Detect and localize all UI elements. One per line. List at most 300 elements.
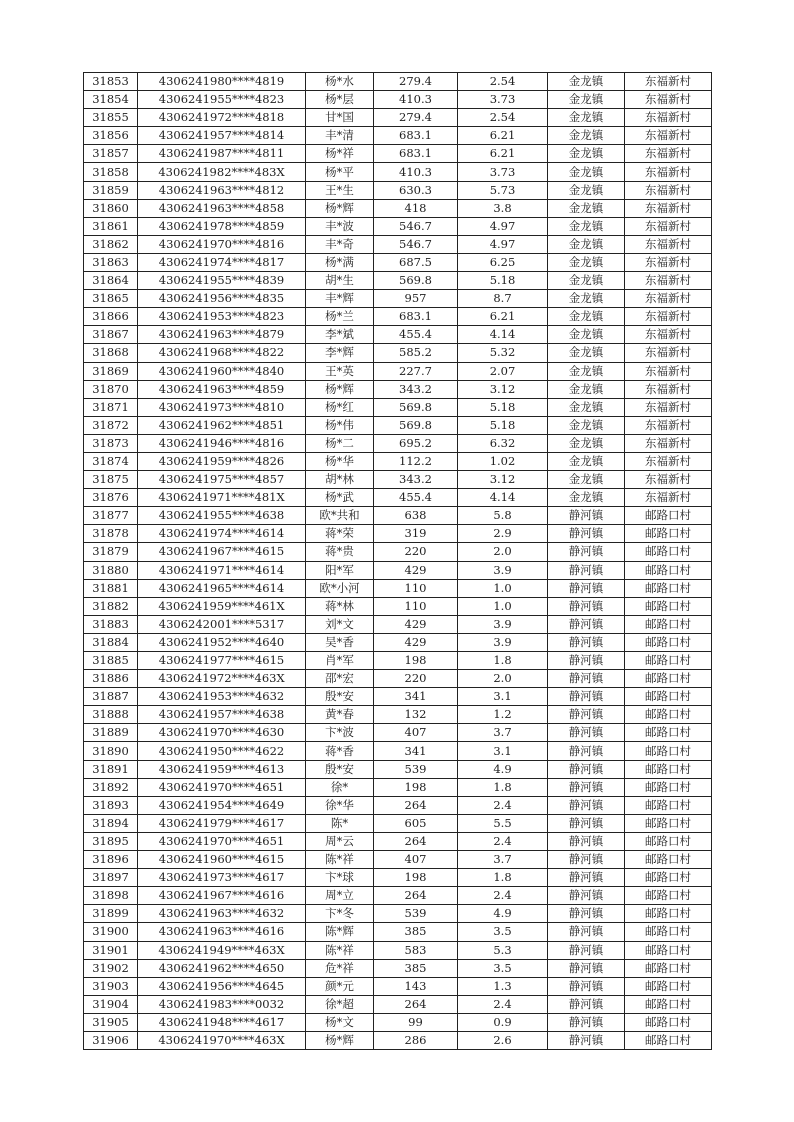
- table-row: [84, 706, 712, 724]
- id-number-cell: 4306241977****4615: [138, 652, 306, 670]
- row-number-cell: 31904: [84, 995, 138, 1013]
- village-cell: 邮路口村: [625, 869, 712, 887]
- row-number-cell: 31889: [84, 724, 138, 742]
- village-cell: 东福新村: [625, 362, 712, 380]
- row-number-cell: 31860: [84, 199, 138, 217]
- row-number-cell: 31858: [84, 163, 138, 181]
- amount-cell: 198: [374, 652, 458, 670]
- id-number-cell: 4306241963****4859: [138, 380, 306, 398]
- area-cell: 3.5: [458, 959, 548, 977]
- name-cell: 徐*: [306, 778, 374, 796]
- amount-cell: 605: [374, 814, 458, 832]
- id-number-cell: 4306242001****5317: [138, 615, 306, 633]
- amount-cell: 539: [374, 760, 458, 778]
- town-cell: 静河镇: [548, 525, 625, 543]
- village-cell: 东福新村: [625, 290, 712, 308]
- town-cell: 静河镇: [548, 670, 625, 688]
- area-cell: 5.18: [458, 416, 548, 434]
- table-row: [84, 73, 712, 91]
- table-row: [84, 760, 712, 778]
- town-cell: 金龙镇: [548, 235, 625, 253]
- row-number-cell: 31899: [84, 905, 138, 923]
- id-number-cell: 4306241955****4823: [138, 91, 306, 109]
- id-number-cell: 4306241982****483X: [138, 163, 306, 181]
- amount-cell: 110: [374, 579, 458, 597]
- town-cell: 金龙镇: [548, 344, 625, 362]
- table-row: [84, 290, 712, 308]
- amount-cell: 569.8: [374, 398, 458, 416]
- village-cell: 东福新村: [625, 434, 712, 452]
- village-cell: 邮路口村: [625, 760, 712, 778]
- table-row: [84, 91, 712, 109]
- amount-cell: 279.4: [374, 109, 458, 127]
- amount-cell: 683.1: [374, 145, 458, 163]
- id-number-cell: 4306241965****4614: [138, 579, 306, 597]
- table-row: [84, 109, 712, 127]
- id-number-cell: 4306241963****4879: [138, 326, 306, 344]
- id-number-cell: 4306241949****463X: [138, 941, 306, 959]
- table-row: [84, 814, 712, 832]
- id-number-cell: 4306241987****4811: [138, 145, 306, 163]
- village-cell: 邮路口村: [625, 851, 712, 869]
- area-cell: 6.25: [458, 253, 548, 271]
- amount-cell: 112.2: [374, 452, 458, 470]
- town-cell: 静河镇: [548, 869, 625, 887]
- amount-cell: 343.2: [374, 471, 458, 489]
- name-cell: 危*祥: [306, 959, 374, 977]
- village-cell: 邮路口村: [625, 724, 712, 742]
- amount-cell: 695.2: [374, 434, 458, 452]
- table-row: [84, 615, 712, 633]
- row-number-cell: 31864: [84, 272, 138, 290]
- name-cell: 杨*平: [306, 163, 374, 181]
- amount-cell: 264: [374, 832, 458, 850]
- area-cell: 4.9: [458, 760, 548, 778]
- village-cell: 东福新村: [625, 272, 712, 290]
- village-cell: 邮路口村: [625, 688, 712, 706]
- name-cell: 杨*华: [306, 452, 374, 470]
- id-number-cell: 4306241983****0032: [138, 995, 306, 1013]
- table-row: [84, 398, 712, 416]
- town-cell: 静河镇: [548, 905, 625, 923]
- area-cell: 4.14: [458, 489, 548, 507]
- amount-cell: 385: [374, 959, 458, 977]
- id-number-cell: 4306241970****463X: [138, 1031, 306, 1049]
- id-number-cell: 4306241978****4859: [138, 217, 306, 235]
- town-cell: 静河镇: [548, 941, 625, 959]
- name-cell: 杨*二: [306, 434, 374, 452]
- amount-cell: 429: [374, 633, 458, 651]
- area-cell: 2.4: [458, 887, 548, 905]
- area-cell: 3.1: [458, 742, 548, 760]
- village-cell: 东福新村: [625, 73, 712, 91]
- name-cell: 杨*层: [306, 91, 374, 109]
- amount-cell: 143: [374, 977, 458, 995]
- area-cell: 3.1: [458, 688, 548, 706]
- id-number-cell: 4306241952****4640: [138, 633, 306, 651]
- area-cell: 5.18: [458, 398, 548, 416]
- table-row: [84, 471, 712, 489]
- table-row: [84, 434, 712, 452]
- name-cell: 周*立: [306, 887, 374, 905]
- table-row: [84, 543, 712, 561]
- row-number-cell: 31877: [84, 507, 138, 525]
- id-number-cell: 4306241960****4840: [138, 362, 306, 380]
- name-cell: 杨*满: [306, 253, 374, 271]
- amount-cell: 418: [374, 199, 458, 217]
- area-cell: 2.0: [458, 670, 548, 688]
- name-cell: 胡*生: [306, 272, 374, 290]
- area-cell: 5.5: [458, 814, 548, 832]
- table-row: [84, 778, 712, 796]
- id-number-cell: 4306241960****4615: [138, 851, 306, 869]
- town-cell: 静河镇: [548, 796, 625, 814]
- row-number-cell: 31857: [84, 145, 138, 163]
- row-number-cell: 31856: [84, 127, 138, 145]
- area-cell: 5.73: [458, 181, 548, 199]
- village-cell: 邮路口村: [625, 814, 712, 832]
- village-cell: 东福新村: [625, 380, 712, 398]
- id-number-cell: 4306241973****4617: [138, 869, 306, 887]
- table-row: [84, 579, 712, 597]
- village-cell: 邮路口村: [625, 579, 712, 597]
- row-number-cell: 31872: [84, 416, 138, 434]
- table-row: [84, 380, 712, 398]
- row-number-cell: 31902: [84, 959, 138, 977]
- row-number-cell: 31869: [84, 362, 138, 380]
- table-row: [84, 941, 712, 959]
- row-number-cell: 31884: [84, 633, 138, 651]
- amount-cell: 341: [374, 688, 458, 706]
- village-cell: 邮路口村: [625, 1013, 712, 1031]
- table-row: [84, 507, 712, 525]
- name-cell: 刘*文: [306, 615, 374, 633]
- id-number-cell: 4306241970****4816: [138, 235, 306, 253]
- area-cell: 1.0: [458, 579, 548, 597]
- village-cell: 邮路口村: [625, 887, 712, 905]
- area-cell: 5.18: [458, 272, 548, 290]
- amount-cell: 583: [374, 941, 458, 959]
- village-cell: 邮路口村: [625, 543, 712, 561]
- village-cell: 东福新村: [625, 91, 712, 109]
- area-cell: 0.9: [458, 1013, 548, 1031]
- amount-cell: 429: [374, 561, 458, 579]
- village-cell: 东福新村: [625, 489, 712, 507]
- id-number-cell: 4306241953****4632: [138, 688, 306, 706]
- village-cell: 邮路口村: [625, 796, 712, 814]
- row-number-cell: 31901: [84, 941, 138, 959]
- row-number-cell: 31898: [84, 887, 138, 905]
- id-number-cell: 4306241955****4638: [138, 507, 306, 525]
- town-cell: 金龙镇: [548, 398, 625, 416]
- table-row: [84, 742, 712, 760]
- town-cell: 金龙镇: [548, 290, 625, 308]
- id-number-cell: 4306241980****4819: [138, 73, 306, 91]
- name-cell: 卞*球: [306, 869, 374, 887]
- town-cell: 金龙镇: [548, 416, 625, 434]
- name-cell: 杨*水: [306, 73, 374, 91]
- village-cell: 东福新村: [625, 109, 712, 127]
- row-number-cell: 31855: [84, 109, 138, 127]
- row-number-cell: 31873: [84, 434, 138, 452]
- name-cell: 杨*辉: [306, 1031, 374, 1049]
- id-number-cell: 4306241975****4857: [138, 471, 306, 489]
- area-cell: 3.8: [458, 199, 548, 217]
- amount-cell: 429: [374, 615, 458, 633]
- village-cell: 邮路口村: [625, 561, 712, 579]
- table-row: [84, 561, 712, 579]
- village-cell: 邮路口村: [625, 941, 712, 959]
- row-number-cell: 31892: [84, 778, 138, 796]
- name-cell: 杨*武: [306, 489, 374, 507]
- name-cell: 周*云: [306, 832, 374, 850]
- row-number-cell: 31897: [84, 869, 138, 887]
- table-row: [84, 597, 712, 615]
- row-number-cell: 31882: [84, 597, 138, 615]
- town-cell: 静河镇: [548, 959, 625, 977]
- id-number-cell: 4306241957****4638: [138, 706, 306, 724]
- village-cell: 东福新村: [625, 181, 712, 199]
- name-cell: 阳*军: [306, 561, 374, 579]
- village-cell: 东福新村: [625, 452, 712, 470]
- amount-cell: 286: [374, 1031, 458, 1049]
- name-cell: 李*斌: [306, 326, 374, 344]
- amount-cell: 546.7: [374, 217, 458, 235]
- id-number-cell: 4306241946****4816: [138, 434, 306, 452]
- id-number-cell: 4306241974****4614: [138, 525, 306, 543]
- amount-cell: 99: [374, 1013, 458, 1031]
- area-cell: 4.97: [458, 235, 548, 253]
- town-cell: 静河镇: [548, 977, 625, 995]
- area-cell: 5.32: [458, 344, 548, 362]
- village-cell: 东福新村: [625, 344, 712, 362]
- name-cell: 王*生: [306, 181, 374, 199]
- village-cell: 东福新村: [625, 253, 712, 271]
- id-number-cell: 4306241963****4812: [138, 181, 306, 199]
- table-row: [84, 995, 712, 1013]
- area-cell: 3.9: [458, 561, 548, 579]
- row-number-cell: 31866: [84, 308, 138, 326]
- amount-cell: 687.5: [374, 253, 458, 271]
- town-cell: 静河镇: [548, 778, 625, 796]
- town-cell: 静河镇: [548, 742, 625, 760]
- amount-cell: 220: [374, 543, 458, 561]
- area-cell: 2.4: [458, 796, 548, 814]
- area-cell: 3.9: [458, 633, 548, 651]
- table-row: [84, 127, 712, 145]
- town-cell: 静河镇: [548, 597, 625, 615]
- town-cell: 静河镇: [548, 995, 625, 1013]
- town-cell: 静河镇: [548, 633, 625, 651]
- village-cell: 东福新村: [625, 199, 712, 217]
- id-number-cell: 4306241970****4630: [138, 724, 306, 742]
- amount-cell: 455.4: [374, 326, 458, 344]
- row-number-cell: 31900: [84, 923, 138, 941]
- town-cell: 金龙镇: [548, 217, 625, 235]
- town-cell: 金龙镇: [548, 91, 625, 109]
- area-cell: 1.8: [458, 778, 548, 796]
- village-cell: 东福新村: [625, 217, 712, 235]
- name-cell: 殷*安: [306, 688, 374, 706]
- name-cell: 邵*宏: [306, 670, 374, 688]
- table-row: [84, 308, 712, 326]
- town-cell: 金龙镇: [548, 163, 625, 181]
- town-cell: 金龙镇: [548, 434, 625, 452]
- area-cell: 4.9: [458, 905, 548, 923]
- table-row: [84, 887, 712, 905]
- table-row: [84, 1013, 712, 1031]
- row-number-cell: 31885: [84, 652, 138, 670]
- town-cell: 静河镇: [548, 561, 625, 579]
- id-number-cell: 4306241959****461X: [138, 597, 306, 615]
- table-row: [84, 832, 712, 850]
- name-cell: 杨*伟: [306, 416, 374, 434]
- area-cell: 1.3: [458, 977, 548, 995]
- town-cell: 静河镇: [548, 579, 625, 597]
- village-cell: 邮路口村: [625, 615, 712, 633]
- id-number-cell: 4306241967****4615: [138, 543, 306, 561]
- table-row: [84, 959, 712, 977]
- area-cell: 2.6: [458, 1031, 548, 1049]
- row-number-cell: 31880: [84, 561, 138, 579]
- row-number-cell: 31891: [84, 760, 138, 778]
- amount-cell: 198: [374, 778, 458, 796]
- area-cell: 2.54: [458, 109, 548, 127]
- amount-cell: 410.3: [374, 163, 458, 181]
- id-number-cell: 4306241953****4823: [138, 308, 306, 326]
- area-cell: 6.32: [458, 434, 548, 452]
- table-row: [84, 272, 712, 290]
- data-table: [83, 72, 712, 1050]
- amount-cell: 264: [374, 887, 458, 905]
- village-cell: 邮路口村: [625, 633, 712, 651]
- town-cell: 静河镇: [548, 887, 625, 905]
- id-number-cell: 4306241971****481X: [138, 489, 306, 507]
- name-cell: 吴*香: [306, 633, 374, 651]
- id-number-cell: 4306241948****4617: [138, 1013, 306, 1031]
- table-row: [84, 344, 712, 362]
- name-cell: 甘*国: [306, 109, 374, 127]
- town-cell: 金龙镇: [548, 73, 625, 91]
- name-cell: 杨*文: [306, 1013, 374, 1031]
- name-cell: 陈*: [306, 814, 374, 832]
- amount-cell: 110: [374, 597, 458, 615]
- amount-cell: 539: [374, 905, 458, 923]
- row-number-cell: 31906: [84, 1031, 138, 1049]
- area-cell: 2.07: [458, 362, 548, 380]
- amount-cell: 630.3: [374, 181, 458, 199]
- town-cell: 静河镇: [548, 706, 625, 724]
- id-number-cell: 4306241950****4622: [138, 742, 306, 760]
- name-cell: 陈*祥: [306, 941, 374, 959]
- table-row: [84, 633, 712, 651]
- village-cell: 邮路口村: [625, 597, 712, 615]
- table-row: [84, 489, 712, 507]
- amount-cell: 220: [374, 670, 458, 688]
- village-cell: 东福新村: [625, 326, 712, 344]
- name-cell: 杨*兰: [306, 308, 374, 326]
- row-number-cell: 31859: [84, 181, 138, 199]
- id-number-cell: 4306241959****4613: [138, 760, 306, 778]
- area-cell: 2.0: [458, 543, 548, 561]
- table-row: [84, 145, 712, 163]
- name-cell: 徐*华: [306, 796, 374, 814]
- table-row: [84, 253, 712, 271]
- table-row: [84, 217, 712, 235]
- id-number-cell: 4306241972****4818: [138, 109, 306, 127]
- amount-cell: 569.8: [374, 416, 458, 434]
- town-cell: 静河镇: [548, 760, 625, 778]
- village-cell: 邮路口村: [625, 778, 712, 796]
- area-cell: 3.7: [458, 724, 548, 742]
- name-cell: 欧*小河: [306, 579, 374, 597]
- name-cell: 卞*波: [306, 724, 374, 742]
- name-cell: 丰*波: [306, 217, 374, 235]
- area-cell: 3.7: [458, 851, 548, 869]
- row-number-cell: 31871: [84, 398, 138, 416]
- id-number-cell: 4306241967****4616: [138, 887, 306, 905]
- amount-cell: 407: [374, 724, 458, 742]
- table-body: [84, 73, 712, 1050]
- row-number-cell: 31862: [84, 235, 138, 253]
- village-cell: 东福新村: [625, 163, 712, 181]
- table-row: [84, 199, 712, 217]
- row-number-cell: 31896: [84, 851, 138, 869]
- amount-cell: 546.7: [374, 235, 458, 253]
- town-cell: 金龙镇: [548, 380, 625, 398]
- row-number-cell: 31895: [84, 832, 138, 850]
- name-cell: 欧*共和: [306, 507, 374, 525]
- name-cell: 杨*辉: [306, 380, 374, 398]
- town-cell: 金龙镇: [548, 308, 625, 326]
- amount-cell: 264: [374, 796, 458, 814]
- town-cell: 静河镇: [548, 923, 625, 941]
- id-number-cell: 4306241956****4835: [138, 290, 306, 308]
- id-number-cell: 4306241973****4810: [138, 398, 306, 416]
- name-cell: 丰*辉: [306, 290, 374, 308]
- town-cell: 静河镇: [548, 832, 625, 850]
- amount-cell: 341: [374, 742, 458, 760]
- name-cell: 徐*超: [306, 995, 374, 1013]
- name-cell: 李*辉: [306, 344, 374, 362]
- amount-cell: 385: [374, 923, 458, 941]
- area-cell: 4.97: [458, 217, 548, 235]
- table-row: [84, 235, 712, 253]
- name-cell: 陈*祥: [306, 851, 374, 869]
- row-number-cell: 31883: [84, 615, 138, 633]
- row-number-cell: 31890: [84, 742, 138, 760]
- amount-cell: 319: [374, 525, 458, 543]
- table-row: [84, 796, 712, 814]
- row-number-cell: 31886: [84, 670, 138, 688]
- area-cell: 5.8: [458, 507, 548, 525]
- id-number-cell: 4306241956****4645: [138, 977, 306, 995]
- town-cell: 金龙镇: [548, 181, 625, 199]
- table-row: [84, 724, 712, 742]
- area-cell: 1.0: [458, 597, 548, 615]
- id-number-cell: 4306241959****4826: [138, 452, 306, 470]
- name-cell: 颜*元: [306, 977, 374, 995]
- amount-cell: 585.2: [374, 344, 458, 362]
- id-number-cell: 4306241972****463X: [138, 670, 306, 688]
- id-number-cell: 4306241963****4858: [138, 199, 306, 217]
- table-row: [84, 688, 712, 706]
- town-cell: 静河镇: [548, 724, 625, 742]
- id-number-cell: 4306241955****4839: [138, 272, 306, 290]
- town-cell: 金龙镇: [548, 452, 625, 470]
- table-row: [84, 362, 712, 380]
- town-cell: 金龙镇: [548, 272, 625, 290]
